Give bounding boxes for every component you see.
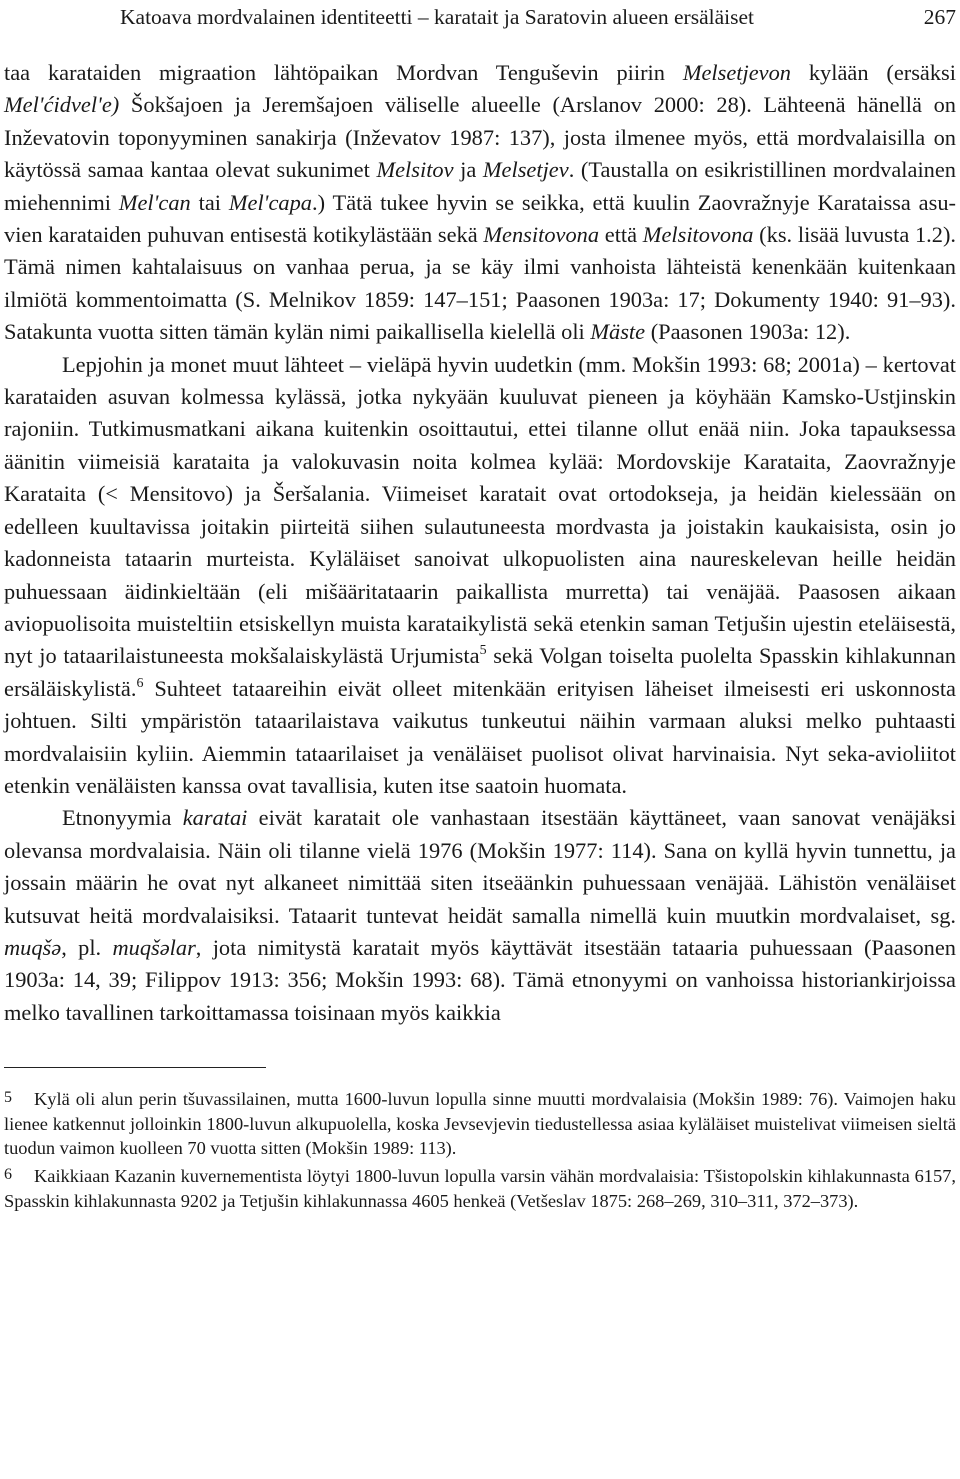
footnote-number: 5 [4, 1089, 12, 1107]
running-head-title: Katoava mordvalainen identiteetti – karatait ja Saratovin alueen ersäläiset [120, 5, 754, 29]
footnote-ref-5[interactable]: 5 [479, 643, 487, 659]
italic-term: Melsitovona [642, 222, 754, 248]
text-run: kylään (ersäksi [790, 60, 956, 85]
italic-term: Melsitov [376, 157, 454, 183]
text-run: (ks. lisää luvusta 1.2). Tämä nimen kahtalaisuus on vanhaa perua, ja se käy ilmi vanhoista lähteistä kenenkään kuitenkaan ilmiötä kommentoimatta (S. Melnikov 1859: 147–151; Paasonen 1903a: 17; Dokumenty 1940: 91–93). Satakunta vuotta sitten tämän kylän nimi paikallisella kielellä oli [4, 222, 957, 345]
text-run: Suhteet tataareihin eivät olleet mitenkään erityisen läheiset ilmeisesti eri uskonnosta johtuen. Silti ympäristön tataarilaistava vaikutus tunkeutui näihin varmaan aluksi melko puhtaasti mordvalaisiin kyliin. Aiemmin tataarilaiset ja venäläiset puolisot olivat harvinaisia. Nyt seka-avioliitot etenkin venäläisten kanssa ovat tavallisia, kuten itse saatoin huomata. [4, 675, 956, 798]
running-head [4, 2, 956, 32]
footnote-5 [4, 1086, 956, 1161]
paragraph-2 [4, 349, 956, 803]
text-run: .) Tätä tukee hyvin se seikka, että kuulin Zaovražnyje Karataissa asuvien karataiden puhuvan entisestä kotikylästään sekä [4, 189, 956, 248]
text-run: sekä Volgan toiselta puolelta Spasskin kihlakunnan ersäläiskylistä. [4, 643, 956, 701]
italic-term: karatai [182, 805, 248, 831]
footnote-ref-6[interactable]: 6 [136, 675, 144, 691]
footnote-text: Kylä oli alun perin tšuvassilainen, mutta 1600-luvun lopulla sinne muutti mordvalaisia (Mokšin 1989: 76). Vaimojen haku lienee katkennut jolloinkin 1800-luvun alkupuolella, koska Jevsevjevin tiedustellessa asiaa kyläläiset muistelivat viimeisen sieltä tuodun vaimon kuolleen 70 vuotta sitten (Mokšin 1989: 113). [4, 1089, 956, 1159]
italic-term: muqšə [4, 934, 62, 960]
text-run: , jota nimitystä karatait myös käyttävät itsestään tataaria puhuessaan (Paasonen 1903a: 14, 39; Filippov 1913: 356; Mokšin 1993: 68). Tämä etnonyymi on vanhoissa historiankirjoissa melko tavallinen tarkoittamassa toisinaan myös kaikkia [4, 934, 956, 1025]
footnote-divider [4, 1067, 266, 1068]
text-run: eivät karatait ole vanhastaan itsestään käyttäneet, vaan sanovat venäjäksi olevansa mordvalaisia. Näin oli tilanne vielä 1976 (Mokšin 1977: 114). Sana on kyllä hyvin tunnettu, ja jossain määrin he ovat nyt alkaneet nimittää siten itseäänkin puhuessaan venäjää. Lähistön venäläiset kutsuvat heitä mordvalaisiksi. Tataarit tuntevat heidät samalla nimellä kuin muutkin mordvalaiset, sg. [4, 805, 956, 928]
text-run: ja [453, 157, 483, 183]
book-page [4, 0, 956, 1215]
italic-term: Mensitovona [483, 222, 600, 248]
italic-term: Mel'can [118, 189, 191, 215]
text-run: Lepjohin ja monet muut lähteet – vieläpä hyvin uudetkin (mm. Mokšin 1993: 68; 2001a) – kertovat karataiden asuvan kolmessa kylässä, jotka nykyään kuuluvat pieneen ja köyhään Kamsko-Ustjinskin rajoniin. Tutkimusmatkani aikana kuitenkin osoittautui, ettei tilanne ollut enää niin. Joka tapauksessa äänitin viimeisiä karataita ja valokuvasin noita kolmea kylää: Mordovskije Karataita, Zaovražnyje Karataita (< Mensitovo) ja Šeršalania. Viimeiset karatait ovat ortodokseja, ja heidän kielessään on edelleen kuultavissa joitakin piirteitä siihen sulautuneesta mordvasta ja joistakin kaukaisista, osin jo kadonneista tataarin murteista. Kyläläiset sanoivat ulkopuolisten aina naureskelevan heille heidän puhuessaan äidinkieltään (eli mišääritataarin paikallista murretta) tai venäjää. Paasosen aikaan aviopuolisoita muisteltiin etsiskellyn muista karataikylistä sekä etenkin saman Tetjušin ujestin eteläisestä, nyt jo tataarilaistuneesta mokšalaiskylästä Urjumista [4, 351, 956, 669]
italic-term: Mel'ćidvel'e) [4, 92, 120, 118]
footnotes [4, 1086, 956, 1213]
paragraph-3 [4, 802, 956, 1029]
text-run: . (Taustalla on esikristillinen mordvalainen miehennimi [4, 157, 956, 215]
footnote-number: 6 [4, 1165, 12, 1183]
text-run: tai [190, 189, 229, 215]
text-run: Šokšajoen ja Jeremšajoen väliselle alueelle (Arslanov 2000: 28). Lähteenä hänellä on Inževatovin toponyyminen sanakirja (Inževatov 1987: 137), josta ilmenee myös, että mordvalaisilla on käytössä samaa kantaa olevat sukunimet [4, 92, 956, 183]
footnote-6 [4, 1163, 956, 1213]
footnote-text: Kaikkiaan Kazanin kuvernementista löytyi 1800-luvun lopulla varsin vähän mordvalaisia: Tšistopolskin kihlakunnasta 6157, Spasskin kihlakunnasta 9202 ja Tetjušin kihlakunnassa 4605 henkeä (Vetšeslav 1875: 268–269, 310–311, 372–373). [4, 1165, 956, 1211]
page-number: 267 [923, 5, 956, 29]
italic-term: muqšəlar [112, 934, 196, 960]
text-run: (Paasonen 1903a: 12). [645, 319, 851, 345]
text-run: taa karataiden migraation lähtöpaikan Mordvan Tenguševin piirin [4, 60, 683, 85]
main-text [4, 57, 956, 1029]
italic-term: Mel'capa [228, 189, 312, 215]
italic-term: Melsetjevon [682, 60, 791, 85]
paragraph-1 [4, 57, 956, 349]
text-run: , pl. [61, 934, 113, 960]
text-run: että [599, 222, 643, 248]
italic-term: Mäste [590, 319, 646, 345]
italic-term: Melsetjev [482, 157, 569, 183]
text-run: Etnonyymia [62, 805, 183, 831]
